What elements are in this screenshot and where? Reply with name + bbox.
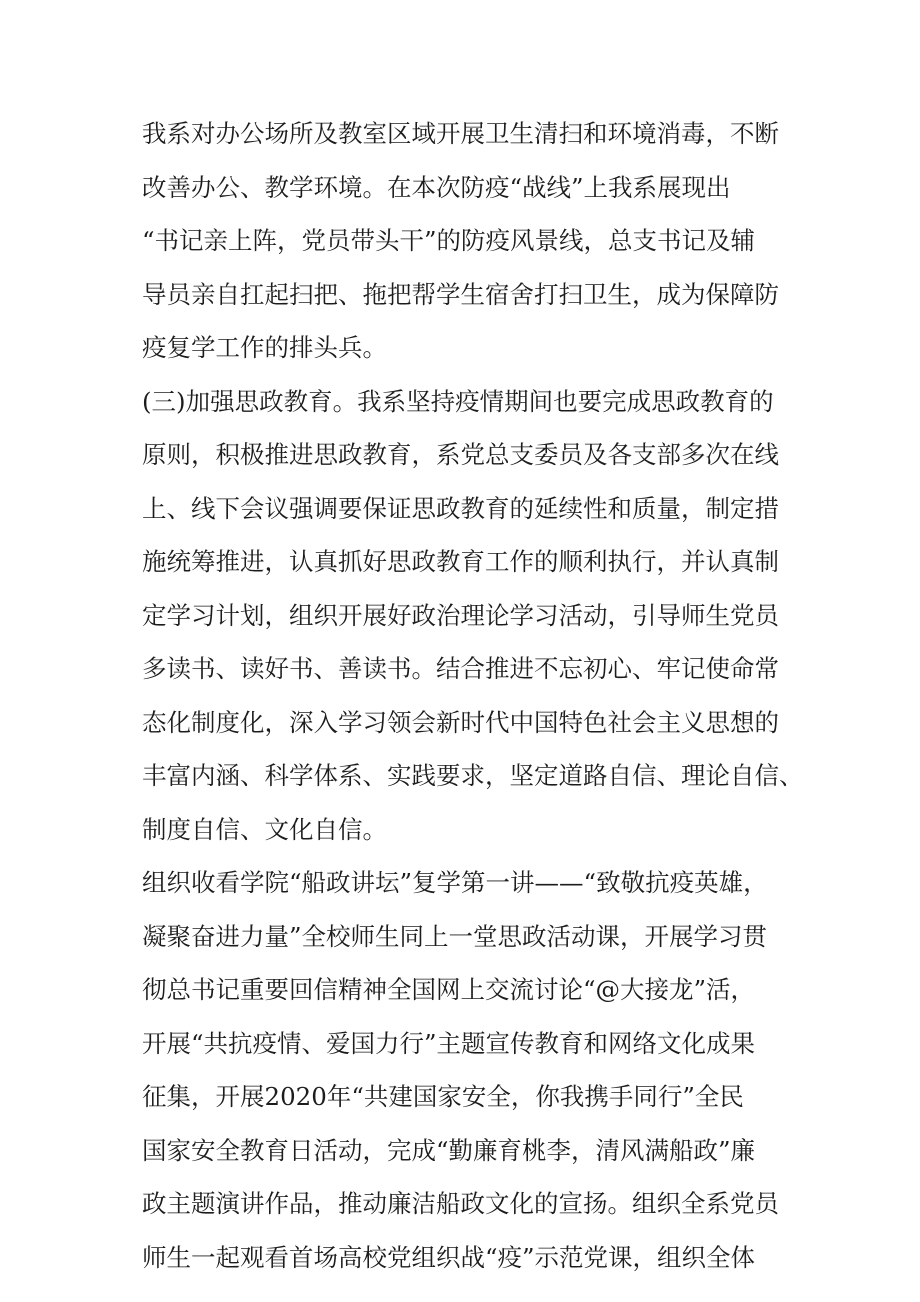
text-line: 改善办公、教学环境。在本次防疫“战线”上我系展现出 [142, 172, 731, 202]
text-line: 师生一起观看首场高校党组织战“疫”示范党课，组织全体 [142, 1242, 756, 1272]
text-line: 疫复学工作的排头兵。 [142, 333, 387, 362]
text-line: 政主题演讲作品，推动廉洁船政文化的宣扬。组织全系党员 [142, 1189, 779, 1218]
text-line: 凝聚奋进力量”全校师生同上一堂思政活动课，开展学习贯 [142, 921, 768, 951]
text-line: 原则，积极推进思政教育，系党总支委员及各支部多次在线 [142, 440, 779, 469]
text-line: 我系对办公场所及教室区域开展卫生清扫和环境消毒，不断 [142, 119, 779, 148]
text-line: 彻总书记重要回信精神全国网上交流讨论“@大接龙”活， [142, 975, 756, 1004]
text-line: 国家安全教育日活动，完成“勤廉育桃李，清风满船政”廉 [142, 1135, 756, 1165]
text-line: 态化制度化，深入学习领会新时代中国特色社会主义思想的 [142, 707, 779, 737]
text-line: 制度自信、文化自信。 [142, 814, 387, 844]
text-line: 导员亲自扛起扫把、拖把帮学生宿舍打扫卫生，成为保障防 [142, 279, 779, 309]
text-line: 开展“共抗疫情、爱国力行”主题宣传教育和网络文化成果 [142, 1028, 756, 1058]
text-line: 施统筹推进，认真抓好思政教育工作的顺利执行，并认真制 [142, 547, 779, 576]
body-text [142, 107, 804, 1284]
text-line: “书记亲上阵，党员带头干”的防疫风景线，总支书记及辅 [142, 226, 756, 255]
text-line: 丰富内涵、科学体系、实践要求，坚定道路自信、理论自信、 [142, 761, 804, 790]
text-line: 征集，开展2020年“共建国家安全，你我携手同行”全民 [142, 1082, 744, 1111]
text-line: 多读书、读好书、善读书。结合推进不忘初心、牢记使命常 [142, 654, 779, 683]
text-line: 定学习计划，组织开展好政治理论学习活动，引导师生党员 [142, 600, 779, 630]
section-heading-line: (三)加强思政教育。我系坚持疫情期间也要完成思政教育的 [142, 386, 774, 416]
text-line: 上、线下会议强调要保证思政教育的延续性和质量，制定措 [142, 493, 779, 523]
text-line: 组织收看学院“船政讲坛”复学第一讲——“致敬抗疫英雄， [142, 868, 768, 897]
